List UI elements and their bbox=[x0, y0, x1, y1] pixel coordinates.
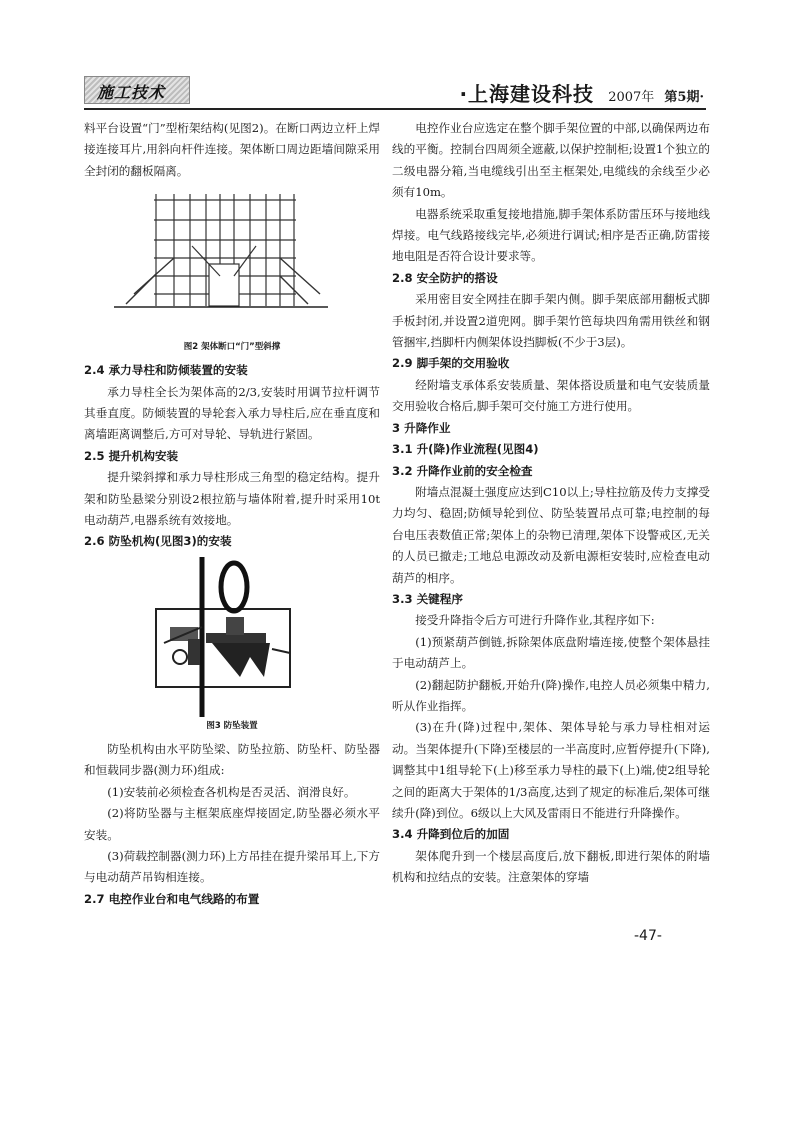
section-heading-2-5: 2.5 提升机构安装 bbox=[84, 448, 179, 463]
paragraph: 经附墙支承体系安装质量、架体搭设质量和电气安装质量交用验收合格后,脚手架可交付施工方进行使用。 bbox=[392, 377, 710, 414]
paragraph: 附墙点混凝土强度应达到C10以上;导柱拉筋及传力支撑受力均匀、稳固;防倾导轮到位、防坠装置吊点可靠;电控制的每台电压表数值正常;架体上的杂物已清理,架体下设警戒区,无关的人员已撤走;工地总电源改动及新电源柜安装时,应检查电动葫芦的相序。 bbox=[392, 484, 710, 585]
paragraph: 电控作业台应选定在整个脚手架位置的中部,以确保两边布线的平衡。控制台四周须全遮蔽,以保护控制柜;设置1个独立的二级电器分箱,当电缆线引出至主框架处,电缆线的余线至少必须有10m。 bbox=[392, 121, 710, 200]
header-rule bbox=[84, 108, 706, 110]
journal-masthead bbox=[459, 78, 704, 107]
figure-2 bbox=[84, 186, 380, 338]
section-heading-3: 3 升降作业 bbox=[392, 420, 451, 435]
paragraph: 防坠机构由水平防坠梁、防坠拉筋、防坠杆、防坠器和恒载同步器(测力环)组成: bbox=[84, 741, 380, 778]
section-tag bbox=[84, 76, 190, 104]
left-column bbox=[84, 118, 380, 910]
paragraph: 提升梁斜撑和承力导柱形成三角型的稳定结构。提升架和防坠悬梁分别设2根拉筋与墙体附着,提升时采用10t电动葫芦,电器系统有效接地。 bbox=[84, 470, 380, 528]
page-number: -47- bbox=[634, 928, 662, 944]
paragraph: (2)翻起防护翻板,开始升(降)操作,电控人员必须集中精力,听从作业指挥。 bbox=[392, 677, 710, 713]
right-column bbox=[392, 118, 710, 889]
section-heading-3-4: 3.4 升降到位后的加固 bbox=[392, 827, 510, 842]
section-heading-3-1: 3.1 升(降)作业流程(见图4) bbox=[392, 442, 539, 457]
issue-year: 2007年 bbox=[608, 90, 655, 105]
section-heading-2-8: 2.8 安全防护的搭设 bbox=[392, 270, 498, 285]
section-heading-2-9: 2.9 脚手架的交用验收 bbox=[392, 356, 510, 371]
section-heading-3-2: 3.2 升降作业前的安全检查 bbox=[392, 463, 533, 478]
paragraph: (1)预紧葫芦倒链,拆除架体底盘附墙连接,使整个架体悬挂于电动葫芦上。 bbox=[392, 634, 710, 671]
paragraph: (3)荷载控制器(测力环)上方吊挂在提升梁吊耳上,下方与电动葫芦吊钩相连接。 bbox=[84, 848, 380, 885]
fall-prevention-device-diagram bbox=[84, 557, 380, 717]
page-header bbox=[84, 70, 704, 110]
figure-3 bbox=[84, 557, 380, 717]
paragraph: (1)安装前必须检查各机构是否灵活、润滑良好。 bbox=[107, 784, 356, 799]
paragraph: 电器系统采取重复接地措施,脚手架体系防雷压环与接地线焊接。电气线路接线完毕,必须进行调试;相序是否正确,防雷接地电阻是否符合设计要求等。 bbox=[392, 206, 710, 264]
section-heading-3-3: 3.3 关键程序 bbox=[392, 591, 463, 606]
section-heading-2-7: 2.7 电控作业台和电气线路的布置 bbox=[84, 891, 260, 906]
magazine-title: ·上海建设科技 bbox=[459, 82, 595, 106]
section-tag-label: 施工技术 bbox=[97, 83, 166, 102]
paragraph: (2)将防坠器与主框架底座焊接固定,防坠器必须水平安装。 bbox=[84, 806, 380, 842]
section-heading-2-6: 2.6 防坠机构(见图3)的安装 bbox=[84, 534, 232, 549]
paragraph: 承力导柱全长为架体高的2/3,安装时用调节拉杆调节其垂直度。防倾装置的导轮套入承力导柱后,应在垂直度和离墙距离调整后,方可对导轮、导轨进行紧固。 bbox=[84, 384, 380, 442]
paragraph: 采用密目安全网挂在脚手架内侧。脚手架底部用翻板式脚手板封闭,并设置2道兜网。脚手架竹笆每块四角需用铁丝和钢管捆牢,挡脚杆内侧架体设挡脚板(不少于3层)。 bbox=[392, 292, 710, 350]
paragraph: (3)在升(降)过程中,架体、架体导轮与承力导柱相对运动。当架体提升(下降)至楼层的一半高度时,应暂停提升(下降),调整其中1组导轮下(上)移至承力导柱的最下(上)端,使2组导轮之间的距离大于架体的1/3高度,达到了规定的标准后,架体可继续升(降)到位。6级以上大风及雷雨日不能进行升降操作。 bbox=[392, 720, 710, 820]
figure-3-caption: 图3 防坠装置 bbox=[206, 720, 258, 731]
issue-number: 第5期· bbox=[664, 90, 704, 105]
figure-2-caption: 图2 架体断口“门”型斜撑 bbox=[183, 342, 281, 353]
paragraph: 架体爬升到一个楼层高度后,放下翻板,即进行架体的附墙机构和拉结点的安装。注意架体的穿墙 bbox=[392, 848, 710, 885]
paragraph: 接受升降指令后方可进行升降作业,其程序如下: bbox=[415, 613, 655, 628]
section-heading-2-4: 2.4 承力导柱和防倾装置的安装 bbox=[84, 363, 248, 378]
door-truss-diagram bbox=[84, 186, 380, 338]
paragraph: 料平台设置“门”型桁架结构(见图2)。在断口两边立杆上焊接连接耳片,用斜向杆件连接。架体断口周边距墙间隙采用全封闭的翻板隔离。 bbox=[84, 121, 380, 178]
